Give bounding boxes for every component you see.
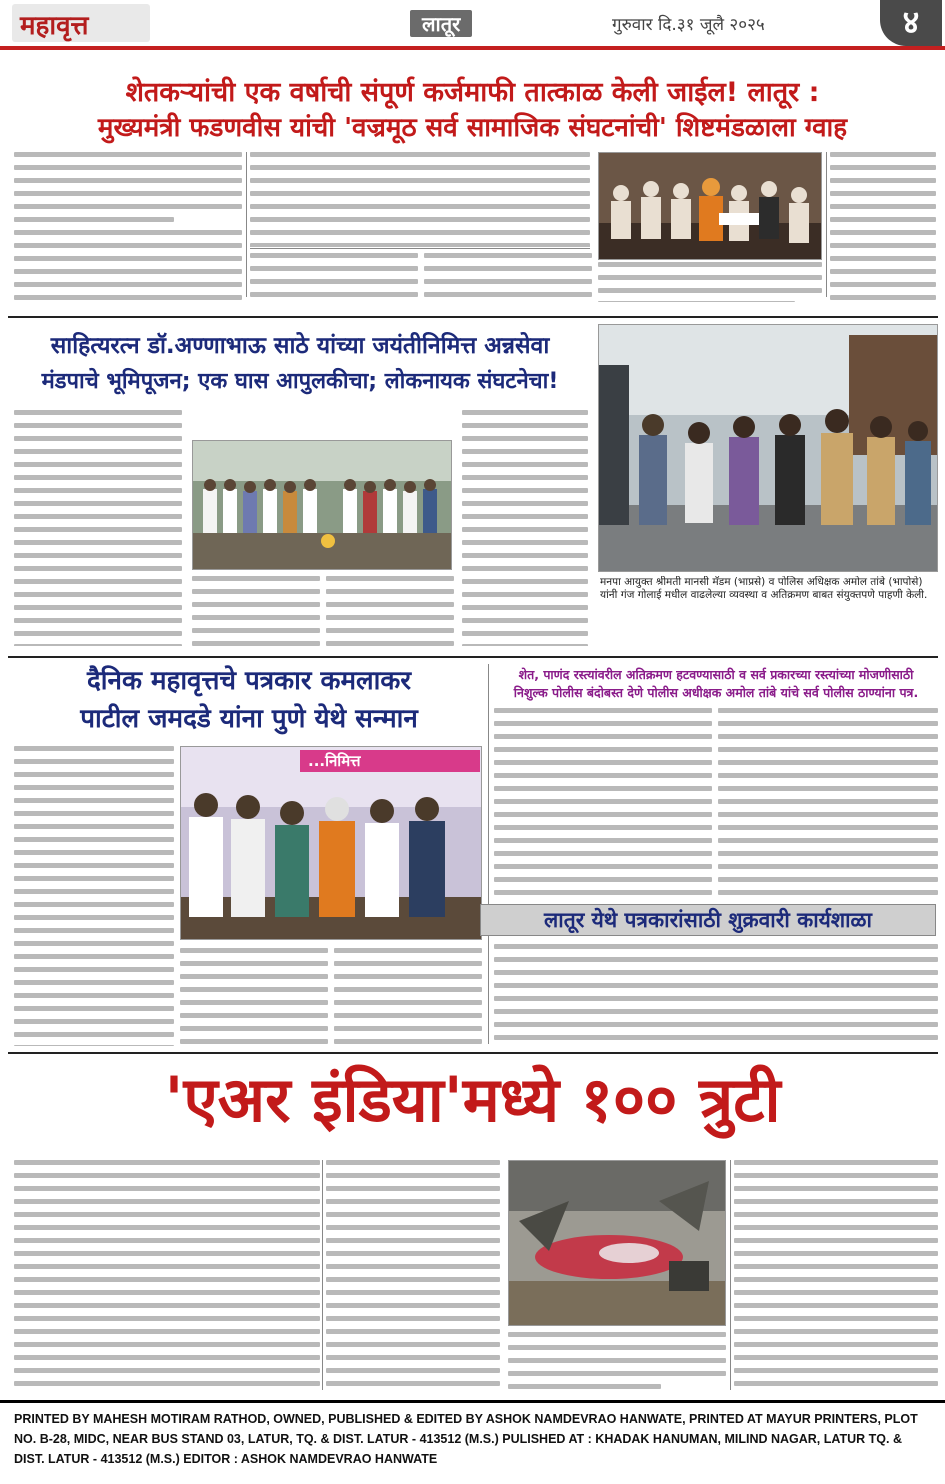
column-divider: [246, 152, 247, 297]
story6-photo-wreckage: [508, 1160, 726, 1326]
story2-photo-inspection: [598, 324, 938, 572]
story1-photo-meeting: [598, 152, 822, 260]
story6-headline: 'एअर इंडिया'मध्ये १०० त्रुटी: [164, 1063, 781, 1136]
paper-name: महावृत्त: [12, 4, 150, 42]
story4-column2: [718, 708, 938, 900]
story2-headline-line1: साहित्यरत्न डॉ.अण्णाभाऊ साठे यांच्या जयंतीनिमित्त अन्नसेवा: [50, 333, 550, 359]
masthead: [0, 0, 945, 62]
masthead-rule: [0, 46, 945, 50]
section-rule: [8, 316, 938, 318]
story3-headline-line2: पाटील जमदडे यांना पुणे येथे सन्मान: [80, 704, 418, 734]
photo-banner-text: ...निमित्त: [300, 750, 480, 772]
story4-column1: [494, 708, 712, 900]
story1-column2-top: [250, 152, 590, 247]
page-number: ४: [880, 0, 942, 46]
section-rule: [8, 656, 938, 658]
story6-column3: [508, 1332, 726, 1390]
story1-column2a: [250, 253, 418, 301]
story5-body: [494, 944, 938, 1044]
column-divider: [488, 664, 489, 1044]
print-imprint: PRINTED BY MAHESH MOTIRAM RATHOD, OWNED, PUBLISHED & EDITED BY ASHOK NAMDEVRAO HANWATE, PRINTED AT MAYUR PRINTERS, PLOT NO. B-28, MIDC, NEAR BUS STAND 03, LATUR, TQ. & DIST. LATUR - 413512 (M.S.) PULISHED AT : KHADAK HANUMAN, MILIND NAGAR, LATUR TQ. & DIST. LATUR - 413512 (M.S.) EDITOR : ASHOK NAMDEVRAO HANWATE: [0, 1400, 945, 1484]
story2-column2b: [326, 576, 454, 646]
story1-headline-line1: शेतकऱ्यांची एक वर्षाची संपूर्ण कर्जमाफी तात्काळ केली जाईल! लातूर :: [125, 77, 820, 108]
story1-column3: [598, 262, 822, 302]
section-rule: [8, 1052, 938, 1054]
story4-headline-line1: शेत, पाणंद रस्त्यांवरील अतिक्रमण हटवण्यासाठी व सर्व प्रकारच्या रस्त्यांच्या मोजणीसाठी: [518, 667, 914, 682]
photo-meeting-image: [599, 153, 822, 260]
photo-felicitation-image: [181, 747, 482, 940]
story1-column1: [14, 152, 242, 302]
story6-column1: [14, 1160, 320, 1390]
story2-headline-line2: मंडपाचे भूमिपूजन; एक घास आपुलकीचा; लोकनायक संघटनेचा!: [41, 369, 559, 394]
story3-column2a: [180, 948, 328, 1046]
story6-column2: [326, 1160, 500, 1390]
photo-ceremony-image: [193, 441, 452, 570]
story3-column2b: [334, 948, 482, 1046]
story3-photo-felicitation: [180, 746, 482, 940]
column-divider: [826, 152, 827, 297]
story5-headline: लातूर येथे पत्रकारांसाठी शुक्रवारी कार्यशाळा: [544, 908, 872, 932]
story2-photo-caption: मनपा आयुक्त श्रीमती मानसी मॅडम (भाप्रसे) व पोलिस अधिक्षक अमोल तांबे (भापोसे) यांनी गंज गोलाई मधील वाढलेल्या व्यवस्था व अतिक्रमण बाबत संयुक्तपणे पाहणी केली.: [600, 576, 928, 601]
story3-headline-line1: दैनिक महावृत्तचे पत्रकार कमलाकर: [86, 666, 412, 696]
story6-column4: [734, 1160, 938, 1390]
story1-column4: [830, 152, 936, 302]
story3-column1: [14, 746, 174, 1046]
story4-headline-line2: निशुल्क पोलीस बंदोबस्त देणे पोलीस अधीक्षक अमोल तांबे यांचे सर्व पोलीस ठाण्यांना पत्र.: [513, 685, 919, 700]
story1-headline-line2: मुख्यमंत्री फडणवीस यांची 'वज्रमूठ सर्व सामाजिक संघटनांची' शिष्टमंडळाला ग्वाह: [97, 113, 848, 143]
story1-column2b: [424, 253, 592, 301]
issue-date: गुरुवार दि.३१ जूलै २०२५: [612, 15, 765, 35]
edition-city: लातूर: [410, 10, 472, 37]
photo-inspection-image: [599, 325, 938, 572]
photo-wreckage-image: [509, 1161, 726, 1326]
story2-photo-ceremony: [192, 440, 452, 570]
column-divider: [250, 248, 590, 249]
story2-column1: [14, 410, 182, 646]
column-divider: [322, 1160, 323, 1390]
column-divider: [730, 1160, 731, 1390]
story2-column2a: [192, 576, 320, 646]
story2-column3: [462, 410, 588, 646]
